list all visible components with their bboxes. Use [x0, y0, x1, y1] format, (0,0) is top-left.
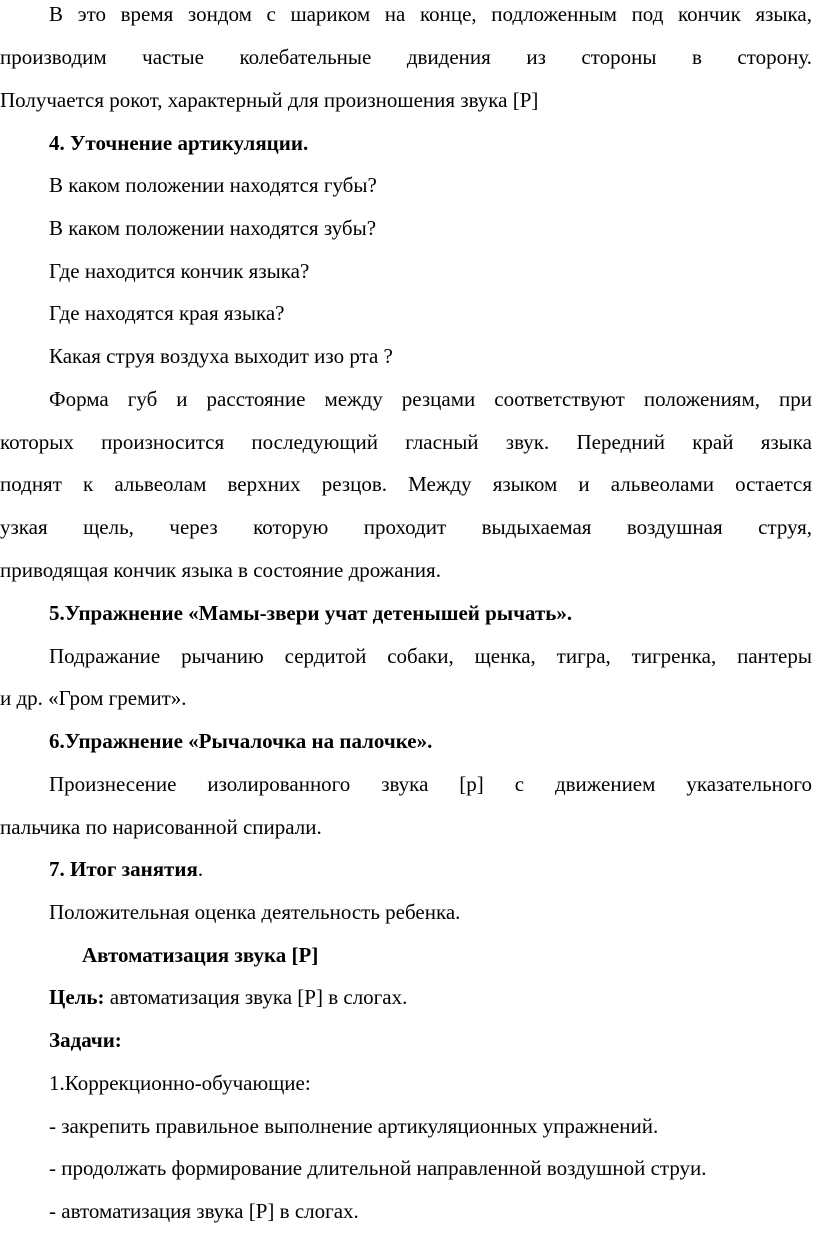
tasks-subheading: 1.Коррекционно-обучающие: — [49, 1071, 311, 1095]
section-heading: 4. Уточнение артикуляции. — [49, 131, 309, 155]
text-line: В это время зондом с шариком на конце, подложенным под кончик языка, — [49, 2, 812, 26]
text-line: Положительная оценка деятельность ребенка. — [49, 900, 461, 924]
tasks-heading: Задачи: — [49, 1028, 122, 1052]
question-line: В каком положении находятся зубы? — [49, 216, 377, 240]
section-heading: 6.Упражнение «Рычалочка на палочке». — [49, 729, 433, 753]
question-line: Где находятся края языка? — [49, 301, 285, 325]
text-line: пальчика по нарисованной спирали. — [0, 815, 322, 839]
task-item: - автоматизация звука [Р] в слогах. — [49, 1199, 359, 1223]
text-line: Подражание рычанию сердитой собаки, щенка, тигра, тигренка, пантеры — [49, 644, 812, 668]
section-heading — [49, 856, 812, 882]
task-item: - закрепить правильное выполнение артикуляционных упражнений. — [49, 1114, 659, 1138]
section-heading: 5.Упражнение «Мамы-звери учат детенышей рычать». — [49, 601, 573, 625]
text-line: которых произносится последующий гласный звук. Передний край языка — [0, 430, 812, 454]
text-line: Получается рокот, характерный для произношения звука [Р] — [0, 88, 539, 112]
task-item: - продолжать формирование длительной направленной воздушной струи. — [49, 1156, 707, 1180]
heading-period: . — [197, 857, 204, 881]
text-line: узкая щель, через которую проходит выдыхаемая воздушная струя, — [0, 515, 812, 539]
text-line: приводящая кончик языка в состояние дрожания. — [0, 558, 441, 582]
section-title: Автоматизация звука [Р] — [82, 943, 319, 967]
goal-line — [49, 984, 812, 1010]
question-line: В каком положении находятся губы? — [49, 173, 377, 197]
text-line: Форма губ и расстояние между резцами соответствуют положениям, при — [49, 387, 812, 411]
text-line: и др. «Гром гремит». — [0, 686, 187, 710]
goal-label: Цель: — [49, 985, 105, 1009]
question-line: Где находится кончик языка? — [49, 259, 310, 283]
text-line: поднят к альвеолам верхних резцов. Между языком и альвеолами остается — [0, 472, 812, 496]
heading-text: 7. Итог занятия — [49, 857, 198, 881]
goal-text: автоматизация звука [Р] в слогах. — [104, 985, 408, 1009]
text-line: Произнесение изолированного звука [р] с движением указательного — [49, 772, 812, 796]
text-line: производим частые колебательные двидения из стороны в сторону. — [0, 45, 812, 69]
question-line: Какая струя воздуха выходит изо рта ? — [49, 344, 393, 368]
